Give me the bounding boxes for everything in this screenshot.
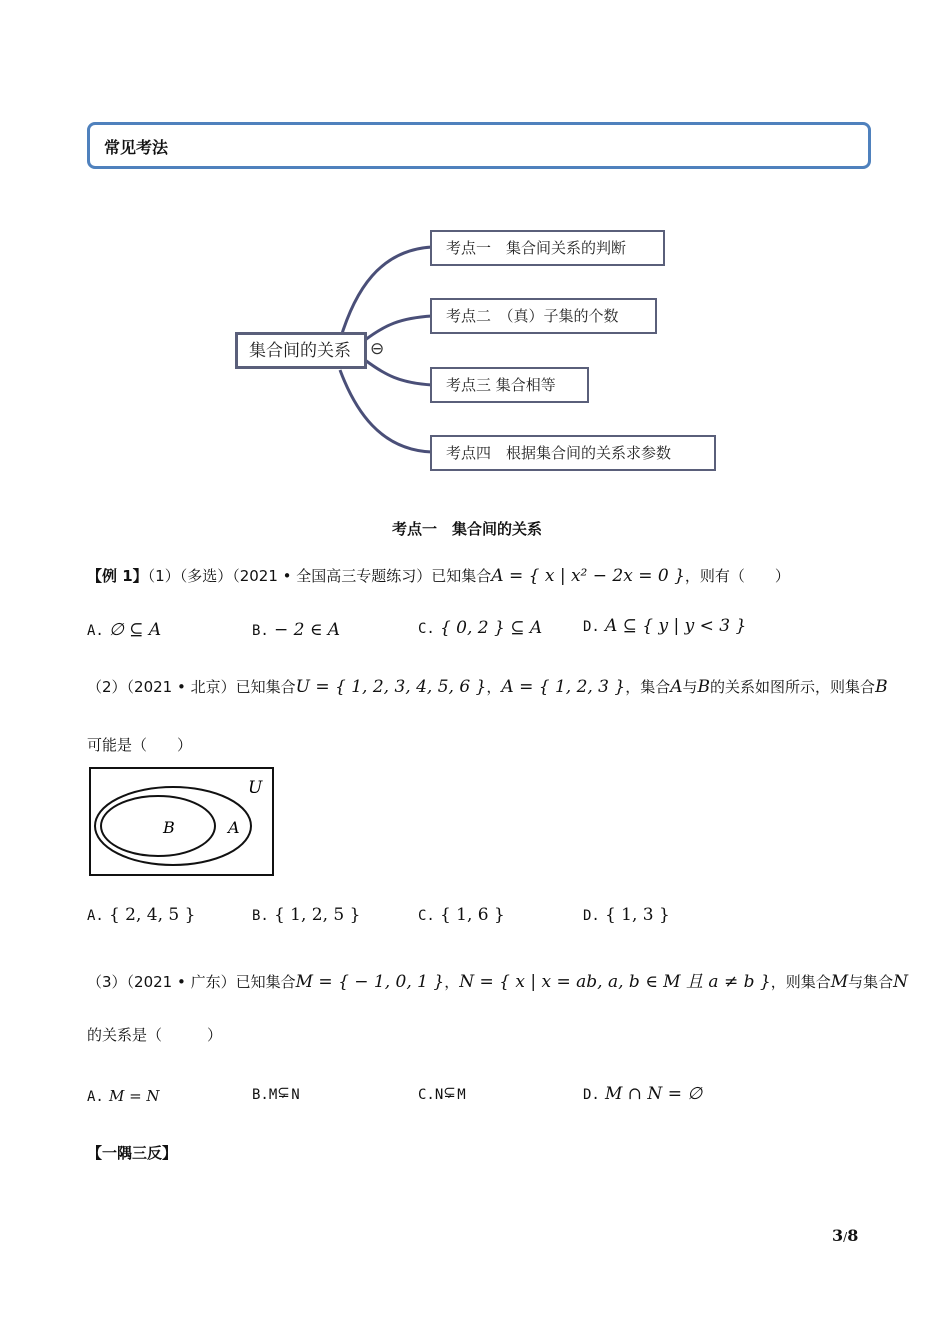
q3-option-c: C.N ⊊ M [418, 1083, 466, 1103]
venn-label-u: U [248, 778, 263, 798]
q3-option-d: D. M ∩ N = ∅ [583, 1084, 703, 1104]
mindmap-branch-1: 考点一 集合间关系的判断 [430, 230, 665, 266]
q1-option-d: D. A ⊆ { y | y < 3 } [583, 616, 747, 636]
mindmap-branch-3: 考点三 集合相等 [430, 367, 589, 403]
section-title: 常见考法 [104, 138, 169, 157]
proper-subset-symbol: ⊊ [443, 1083, 456, 1101]
q3-option-a: A. M = N [87, 1087, 160, 1105]
proper-subset-symbol: ⊊ [277, 1083, 290, 1101]
mindmap-root: 集合间的关系 [235, 332, 367, 369]
section-heading: 考点一 集合间的关系 [392, 520, 543, 538]
q2-option-a: A. { 2, 4, 5 } [87, 905, 196, 925]
q1-option-a: A. ∅ ⊆ A [87, 620, 162, 640]
venn-label-b: B [163, 818, 175, 837]
q3-set-m: M = { − 1, 0, 1 } [295, 972, 445, 992]
page-number: 3/8 [832, 1226, 859, 1245]
example-1-q3: （3）（2021 • 广东）已知集合M = { − 1, 0, 1 }，N = { x | x = ab, a, b ∈ M 且 a ≠ b }，则集合M与集合N [87, 972, 909, 992]
q2-option-c: C. { 1, 6 } [418, 905, 505, 925]
example-label: 【例 1】 [87, 567, 148, 585]
q1-option-c: C. { 0, 2 } ⊆ A [418, 618, 543, 638]
q1-option-b: B. − 2 ∈ A [252, 620, 341, 640]
q2-option-b: B. { 1, 2, 5 } [252, 905, 361, 925]
example-1-q2: （2）（2021 • 北京）已知集合U = { 1, 2, 3, 4, 5, 6 }，A = { 1, 2, 3 }，集合A与B的关系如图所示，则集合B [87, 677, 888, 697]
q2-set-a: A = { 1, 2, 3 } [501, 677, 626, 697]
q3-option-b: B.M ⊊ N [252, 1083, 300, 1103]
q1-set: A = { x | x² − 2x = 0 } [491, 566, 685, 586]
q2-line-2: 可能是（ ） [87, 736, 193, 754]
practice-heading: 【一隅三反】 [87, 1144, 178, 1162]
q2-universal-set: U = { 1, 2, 3, 4, 5, 6 } [295, 677, 487, 697]
mindmap-branch-2: 考点二 （真）子集的个数 [430, 298, 657, 334]
venn-diagram [88, 766, 276, 878]
mindmap-branch-4: 考点四 根据集合间的关系求参数 [430, 435, 716, 471]
q3-set-n: N = { x | x = ab, a, b ∈ M 且 a ≠ b } [459, 972, 771, 992]
venn-label-a: A [228, 818, 240, 837]
q1-suffix: ，则有（ ） [684, 567, 790, 585]
q3-line-2: 的关系是（ ） [87, 1026, 223, 1044]
example-1-q1 [87, 565, 790, 586]
q2-option-d: D. { 1, 3 } [583, 905, 670, 925]
collapse-toggle-icon[interactable]: ⊖ [370, 339, 385, 359]
q1-prefix: （1）（多选）（2021 • 全国高三专题练习）已知集合 [147, 567, 492, 585]
